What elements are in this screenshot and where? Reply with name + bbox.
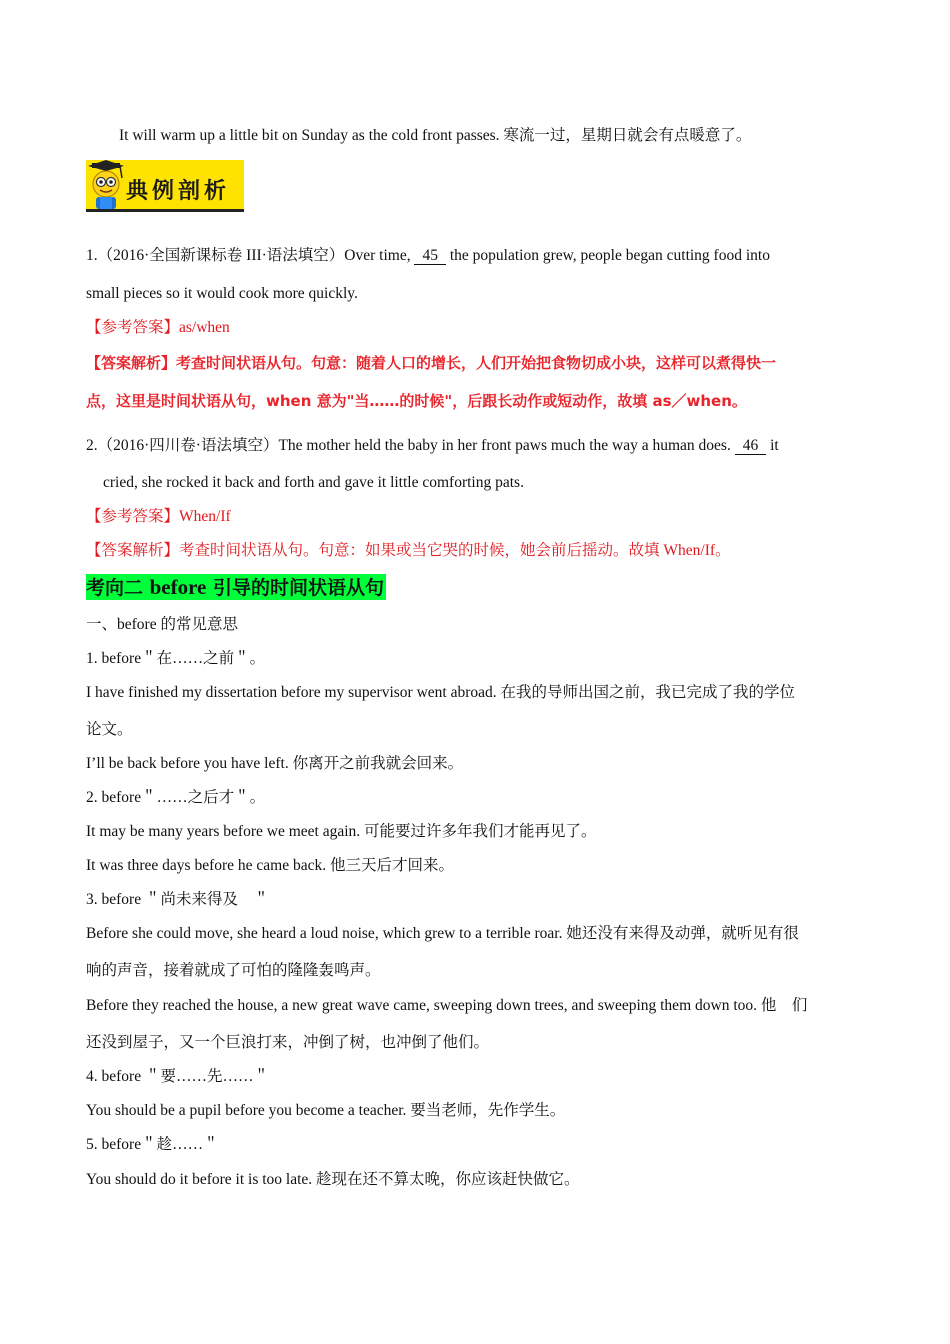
question-2-line-1 [86,436,779,456]
question-2-suffix: it [766,437,779,454]
question-1-suffix: the population grew, people began cutting food into [445,247,770,264]
body-line: It may be many years before we meet again. 可能要过许多年我们才能再见了。 [86,823,597,840]
body-line: 1. before＂在……之前＂。 [86,650,266,667]
section-heading [86,574,386,600]
question-1-analysis-line-1: 【答案解析】考查时间状语从句。句意：随着人口的增长，人们开始把食物切成小块，这样可以煮得快一 [86,354,777,372]
body-line: 4. before ＂要……先……＂ [86,1068,269,1085]
question-1-analysis-line-2: 点，这里是时间状语从句，when 意为"当……的时候"，后跟长动作或短动作，故填 as／when。 [86,392,747,410]
section-heading-keyword: before [149,575,207,599]
intro-example-sentence: It will warm up a little bit on Sunday as the cold front passes. 寒流一过，星期日就会有点暖意了。 [119,127,752,144]
body-line: I have finished my dissertation before my supervisor went abroad. 在我的导师出国之前，我已完成了我的学位 [86,684,796,701]
question-2-line-2: cried, she rocked it back and forth and gave it little comforting pats. [103,474,524,491]
question-2-prefix: 2.（2016·四川卷·语法填空）The mother held the baby in her front paws much the way a human does. [86,437,735,454]
body-line: 一、before 的常见意思 [86,616,238,633]
question-2-blank: 46 [735,438,767,455]
section-heading-part-3: 引导的时间状语从句 [206,577,385,599]
body-line: You should do it before it is too late. 趁现在还不算太晚，你应该赶快做它。 [86,1171,580,1188]
question-1-line-1 [86,246,770,266]
question-1-prefix: 1.（2016·全国新课标卷 III·语法填空）Over time, [86,247,415,264]
body-line: I’ll be back before you have left. 你离开之前我就会回来。 [86,755,464,772]
body-line: Before she could move, she heard a loud noise, which grew to a terrible roar. 她还没有来得及动弹，就听见有很 [86,925,799,942]
question-2-analysis: 【答案解析】考查时间状语从句。句意：如果或当它哭的时候，她会前后摇动。故填 When/If。 [86,542,731,559]
body-line: 3. before ＂尚未来得及 ＂ [86,891,269,908]
body-line: It was three days before he came back. 他三天后才回来。 [86,857,455,874]
body-line: 2. before＂……之后才＂。 [86,789,266,806]
body-line: Before they reached the house, a new great wave came, sweeping down trees, and sweeping them down too. 他 们 [86,997,808,1014]
body-line: 还没到屋子，又一个巨浪打来，冲倒了树，也冲倒了他们。 [86,1034,490,1051]
section-heading-part-1: 考向二 [86,577,150,599]
body-line: 论文。 [86,721,133,738]
question-1-answer: 【参考答案】as/when [86,319,230,336]
question-2-answer: 【参考答案】When/If [86,508,231,525]
body-line: 5. before＂趁……＂ [86,1136,219,1153]
mascot-graduate-icon [86,160,126,212]
body-line: You should be a pupil before you become a teacher. 要当老师，先作学生。 [86,1102,566,1119]
question-1-line-2: small pieces so it would cook more quickly. [86,285,358,302]
question-1-blank: 45 [414,248,446,265]
badge-title: 典例剖析 [126,179,231,204]
body-line: 响的声音，接着就成了可怕的隆隆轰鸣声。 [86,962,381,979]
section-badge [86,160,244,212]
